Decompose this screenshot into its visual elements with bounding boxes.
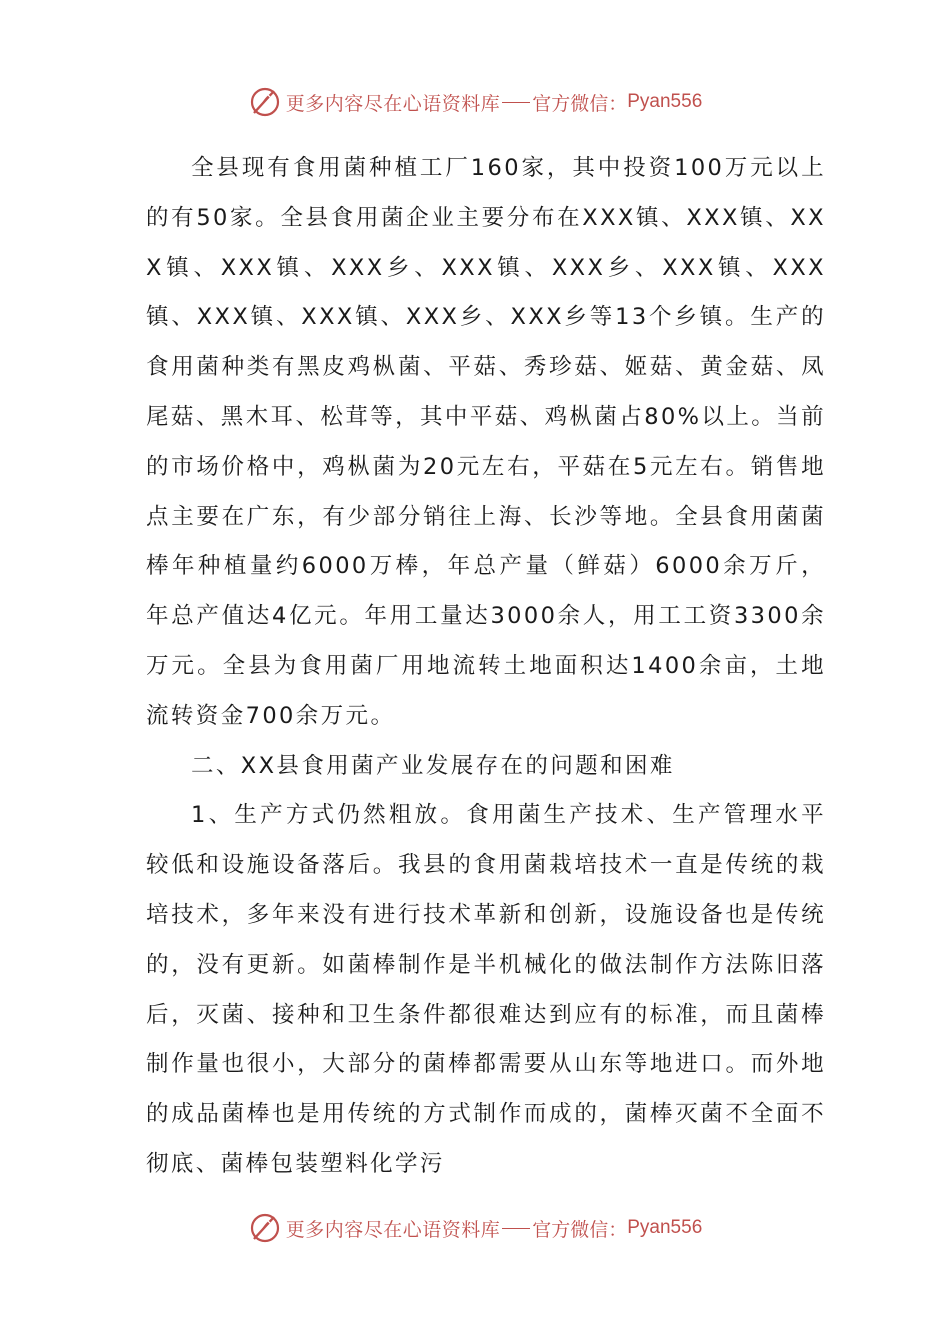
section-heading: 二、XX县食用菌产业发展存在的问题和困难 <box>191 752 675 779</box>
body-paragraph: 1、生产方式仍然粗放。食用菌生产技术、生产管理水平较低和设施设备落后。我县的食用菌栽培技术一直是传统的栽培技术，多年来没有进行技术革新和创新，设施设备也是传统的，没有更新。如菌棒制作是半机械化的做法制作方法陈旧落后，灭菌、接种和卫生条件都很难达到应有的标准，而且菌棒制作量也很小，大部分的菌棒都需要从山东等地进口。而外地的成品菌棒也是用传统的方式制作而成的，菌棒灭菌不全面不彻底、菌棒包装塑料化学污 <box>146 802 826 1177</box>
footer-banner-dash <box>502 1228 530 1229</box>
footer-banner-text: 更多内容尽在心语资料库 <box>285 1218 501 1241</box>
document-body <box>146 144 826 1190</box>
body-paragraph: 全县现有食用菌种植工厂160家，其中投资100万元以上的有50家。全县食用菌企业主要分布在XXX镇、XXX镇、XXX镇、XXX镇、XXX乡、XXX镇、XXX乡、XXX镇、XXX镇、XXX镇、XXX镇、XXX乡、XXX乡等13个乡镇。生产的食用菌种类有黑皮鸡枞菌、平菇、秀珍菇、姬菇、黄金菇、凤尾菇、黑木耳、松茸等，其中平菇、鸡枞菌占80%以上。当前的市场价格中，鸡枞菌为20元左右，平菇在5元左右。销售地点主要在广东，有少部分销往上海、长沙等地。全县食用菌菌棒年种植量约6000万棒，年总产量（鲜菇）6000余万斤，年总产值达4亿元。年用工量达3000余人，用工工资3300余万元。全县为食用菌厂用地流转土地面积达1400余亩，土地流转资金700余万元。 <box>146 155 826 729</box>
header-banner-text: 更多内容尽在心语资料库 <box>285 92 501 115</box>
footer-banner-suffix: 官方微信： <box>532 1218 628 1241</box>
header-banner <box>0 82 950 122</box>
quill-logo-icon <box>248 85 282 119</box>
header-banner-wechat-id: Pyan556 <box>627 91 703 112</box>
header-banner-suffix: 官方微信： <box>532 92 628 115</box>
quill-logo-icon <box>248 1211 282 1245</box>
footer-banner-wechat-id: Pyan556 <box>627 1217 703 1238</box>
header-banner-dash <box>502 102 530 103</box>
footer-banner <box>0 1208 950 1248</box>
